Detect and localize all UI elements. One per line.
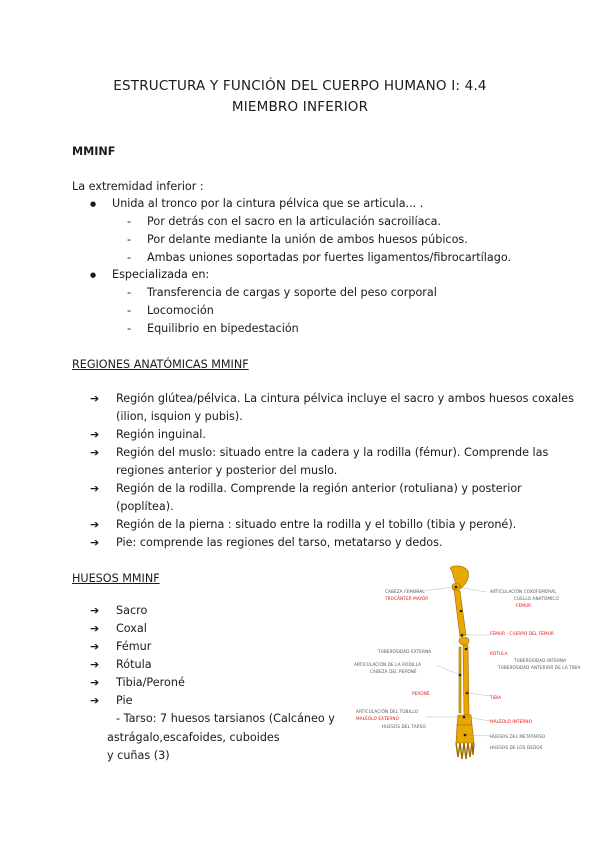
figure-label: MALÉOLO EXTERNO bbox=[356, 716, 400, 721]
region-item bbox=[90, 516, 517, 534]
mminf-bullet-list bbox=[90, 195, 423, 213]
region-line: Región de la pierna : situado entre la rodilla y el tobillo (tibia y peroné). bbox=[116, 518, 517, 531]
figure-label: MALÉOLO INTERNO bbox=[490, 719, 532, 724]
tibia bbox=[463, 645, 469, 715]
section-heading-huesos: HUESOS MMINF bbox=[72, 572, 160, 585]
figure-label: ARTICULACIÓN COXOFEMORAL bbox=[490, 589, 557, 594]
sub-item bbox=[127, 213, 511, 231]
leader-line bbox=[458, 587, 486, 592]
region-line: Pie: comprende las regiones del tarso, metatarso y dedos. bbox=[116, 536, 443, 549]
tarso-line-2: astrágalo,escafoides, cuboides bbox=[107, 731, 280, 744]
marker bbox=[463, 716, 466, 719]
region-line: (ilion, isquion y pubis). bbox=[116, 410, 243, 423]
region-item bbox=[90, 390, 574, 426]
bone-item-text: Fémur bbox=[116, 640, 152, 653]
dash-marker: - bbox=[127, 233, 132, 246]
region-item bbox=[90, 444, 549, 480]
tarso-line-1: - Tarso: 7 huesos tarsianos (Calcáneo y bbox=[116, 712, 335, 725]
arrow-icon: ➔ bbox=[90, 482, 100, 495]
sub-item bbox=[127, 249, 511, 267]
figure-label: CABEZA FEMORAL bbox=[385, 589, 425, 594]
bullet-item: ● Unida al tronco por la cintura pélvica que se articula... . bbox=[90, 195, 423, 213]
figure-label: FÉMUR · CUERPO DEL FÉMUR bbox=[490, 631, 554, 636]
figure-label: ARTICULACIÓN DEL TOBILLO bbox=[356, 709, 419, 714]
arrow-icon: ➔ bbox=[90, 536, 100, 549]
region-line: Región inguinal. bbox=[116, 428, 206, 441]
title-line-2: MIEMBRO INFERIOR bbox=[231, 99, 369, 115]
figure-label: PERONÉ bbox=[412, 691, 430, 696]
sub-item-text: Equilibrio en bipedestación bbox=[147, 322, 299, 335]
bone-item bbox=[90, 602, 185, 620]
sub-item-text: Por detrás con el sacro en la articulación sacroilíaca. bbox=[147, 215, 442, 228]
bone-item-text: Tibia/Peroné bbox=[116, 676, 185, 689]
arrow-icon: ➔ bbox=[90, 446, 100, 459]
bone-item bbox=[90, 674, 185, 692]
arrow-icon: ➔ bbox=[90, 658, 100, 671]
leader-line bbox=[467, 693, 490, 696]
arrow-icon: ➔ bbox=[90, 694, 100, 707]
dash-marker: - bbox=[127, 215, 132, 228]
lower-limb-skeleton-figure bbox=[330, 565, 592, 765]
arrow-icon: ➔ bbox=[90, 392, 100, 405]
marker bbox=[460, 610, 463, 613]
arrow-icon: ➔ bbox=[90, 428, 100, 441]
region-item bbox=[90, 534, 510, 552]
region-line: regiones anterior y posterior del muslo. bbox=[116, 464, 338, 477]
figure-label: CUELLO ANATÓMICO bbox=[514, 596, 559, 601]
figure-label: CABEZA DEL PERONÉ bbox=[370, 669, 417, 674]
marker bbox=[464, 734, 467, 737]
knee-patella bbox=[459, 637, 469, 645]
sub-item bbox=[127, 320, 437, 338]
region-line: Región de la rodilla. Comprende la región anterior (rotuliana) y posterior bbox=[116, 482, 522, 495]
figure-label: TUBEROSIDAD ANTERIOR DE LA TIBIA bbox=[498, 665, 581, 670]
region-line: Región glútea/pélvica. La cintura pélvica incluye el sacro y ambos huesos coxales bbox=[116, 392, 574, 405]
figure-label: ARTICULACIÓN DE LA RODILLA bbox=[354, 662, 422, 667]
sub-list-2 bbox=[127, 284, 437, 338]
region-item bbox=[90, 426, 510, 444]
marker bbox=[455, 586, 458, 589]
marker bbox=[465, 648, 468, 651]
arrow-icon: ➔ bbox=[90, 518, 100, 531]
leader-line bbox=[436, 665, 460, 675]
huesos-list bbox=[90, 602, 185, 710]
figure-label: TIBIA bbox=[490, 695, 502, 700]
sub-item-text: Locomoción bbox=[147, 304, 214, 317]
bone-item bbox=[90, 656, 185, 674]
intro-text: La extremidad inferior : bbox=[72, 180, 204, 193]
toes bbox=[456, 743, 474, 759]
regiones-list bbox=[90, 390, 574, 552]
arrow-icon: ➔ bbox=[90, 676, 100, 689]
figure-label: TUBEROSIDAD INTERNA bbox=[514, 658, 567, 663]
figure-label: TUBEROSIDAD EXTERNA bbox=[378, 649, 432, 654]
region-line: (poplítea). bbox=[116, 500, 174, 513]
mminf-bullet-list-2 bbox=[90, 266, 209, 284]
arrow-icon: ➔ bbox=[90, 640, 100, 653]
figure-label: HUESOS DEL TARSO bbox=[382, 724, 426, 729]
figure-label: RÓTULA bbox=[490, 651, 508, 656]
figure-label: HUESOS DE LOS DEDOS bbox=[490, 745, 543, 750]
sub-item bbox=[127, 284, 437, 302]
bone-item bbox=[90, 620, 185, 638]
bone-item bbox=[90, 692, 185, 710]
figure-label: HUESOS DEL METATARSO bbox=[490, 734, 546, 739]
sub-item-text: Por delante mediante la unión de ambos huesos púbicos. bbox=[147, 233, 468, 246]
bullet-item: ● Especializada en: bbox=[90, 266, 209, 284]
bone-item-text: Coxal bbox=[116, 622, 147, 635]
dash-marker: - bbox=[127, 286, 132, 299]
tarso-line-3: y cuñas (3) bbox=[107, 749, 170, 762]
dash-marker: - bbox=[127, 251, 132, 264]
sub-item bbox=[127, 231, 511, 249]
sub-list-1 bbox=[127, 213, 511, 267]
sub-item-text: Transferencia de cargas y soporte del peso corporal bbox=[147, 286, 437, 299]
bone-item-text: Pie bbox=[116, 694, 133, 707]
sub-item-text: Ambas uniones soportadas por fuertes ligamentos/fibrocartílago. bbox=[147, 251, 512, 264]
section-heading-mminf: MMINF bbox=[72, 145, 116, 158]
dash-marker: - bbox=[127, 322, 132, 335]
dash-marker: - bbox=[127, 304, 132, 317]
title-line-1: ESTRUCTURA Y FUNCIÓN DEL CUERPO HUMANO I: 4.4 bbox=[113, 78, 487, 94]
bone-item-text: Sacro bbox=[116, 604, 148, 617]
section-heading-regiones: REGIONES ANATÓMICAS MMINF bbox=[72, 358, 249, 371]
sub-item bbox=[127, 302, 437, 320]
region-line: Región del muslo: situado entre la cadera y la rodilla (fémur). Comprende las bbox=[116, 446, 549, 459]
figure-label: FÉMUR bbox=[516, 603, 532, 608]
bone-item bbox=[90, 638, 185, 656]
figure-label: TROCÁNTER MAYOR bbox=[385, 596, 429, 601]
arrow-icon: ➔ bbox=[90, 604, 100, 617]
arrow-icon: ➔ bbox=[90, 622, 100, 635]
bone-item-text: Rótula bbox=[116, 658, 152, 671]
page-title bbox=[0, 76, 600, 118]
fibula bbox=[459, 647, 461, 713]
region-item bbox=[90, 480, 522, 516]
femur bbox=[454, 589, 466, 637]
